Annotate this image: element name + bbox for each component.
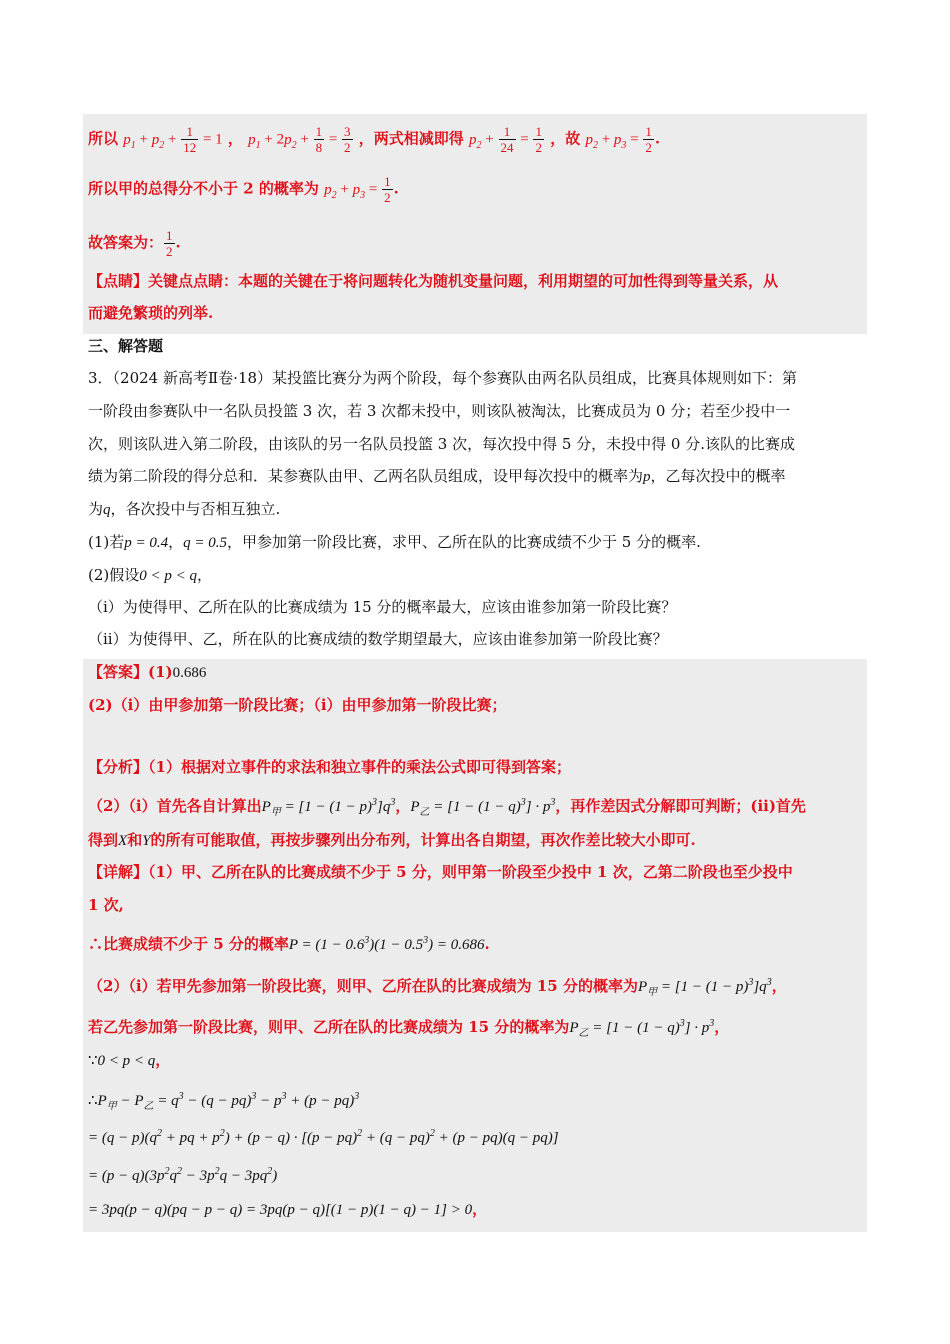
analysis-line-2: （2）（i）首先各自计算出$P_甲 = [1 - (1 - p)^3]q^3$，$P_乙 = [1 - (1 - q)^3] \cdot p^3$，再作差因式分解即可判断；(ii)首先 xyxy=(88,797,806,818)
section-heading: 三、解答题 xyxy=(88,337,164,355)
derivation-line-1: $\therefore P_甲 - P_乙 = q^3 - (q - pq)^3 - p^3 + (p - pq)^3$ xyxy=(88,1091,360,1112)
fraction: $\frac{1}{8}$ xyxy=(315,124,323,155)
fraction: $\frac{1}{12}$ xyxy=(183,124,197,155)
question-part-2-ii: （ii）为使得甲、乙，所在队的比赛成绩的数学期望最大，应该由谁参加第一阶段比赛？ xyxy=(88,630,668,648)
answer-line: 故答案为： $\frac{1}{2}$ . xyxy=(88,228,181,259)
derivation-line-3: = $(p - q)(3p^2q^2 - 3p^2q - 3pq^2)$ xyxy=(88,1166,278,1184)
solution-line-2: 所以甲的总得分不小于 2 的概率为 $p_2 + p_3$ = $\frac{1}{2}$ . xyxy=(88,174,399,205)
detail-line-2: 1 次, xyxy=(88,896,124,914)
key-point-line-2: 而避免繁琐的列举. xyxy=(88,304,214,322)
question-part-2: (2)假设0 < p < q， xyxy=(88,566,213,584)
fraction: $\frac{1}{2}$ xyxy=(535,124,542,155)
detail-line-5: 若乙先参加第一阶段比赛，则甲、乙所在队的比赛成绩为 15 分的概率为$P_乙 = [1 - (1 - q)^3] \cdot p^3$， xyxy=(88,1018,730,1039)
solution-line-1: 所以 $p_1 + p_2$ + $\frac{1}{12}$ = 1 ， $p_1 + 2p_2$ + $\frac{1}{8}$ = $\frac{3}{2}$ ，两式相减即得 $p_2$ + $\frac{1}{24}$ = $\frac{1}{2}$ ，故 $p_2 + p_3$ = $\frac{1}{2}$ . xyxy=(88,124,661,155)
key-point-line-1: 【点睛】关键点点睛：本题的关键在于将问题转化为随机变量问题，利用期望的可加性得到等量关系，从 xyxy=(88,272,779,290)
detail-line-6: ∵0 < p < q， xyxy=(88,1051,171,1069)
fraction: $\frac{3}{2}$ xyxy=(344,124,351,155)
derivation-line-2: = $(q - p)(q^2$ + pq + $p^2) + (p - q) \cdot [(p - pq)^2 + (q - pq)^2 + (p - pq)(q - pq)]$ xyxy=(88,1128,559,1146)
question-text-3: 次，则该队进入第二阶段，由该队的另一名队员投篮 3 次，每次投中得 5 分，未投中得 0 分.该队的比赛成 xyxy=(88,435,796,453)
fraction: $\frac{1}{2}$ xyxy=(166,228,173,259)
question-part-1: (1)若p = 0.4，q = 0.5，甲参加第一阶段比赛，求甲、乙所在队的比赛成绩不少于 5 分的概率. xyxy=(88,533,701,551)
fraction: $\frac{1}{2}$ xyxy=(645,124,652,155)
derivation-line-4: = 3pq(p − q)(pq − p − q) = 3pq(p − q)[(1 − p)(1 − q) − 1] > 0， xyxy=(88,1200,488,1218)
question-text-5: 为q，各次投中与否相互独立. xyxy=(88,500,281,518)
fraction: $\frac{1}{2}$ xyxy=(384,174,391,205)
question-text-2: 一阶段由参赛队中一名队员投篮 3 次，若 3 次都未投中，则该队被淘汰，比赛成员为 0 分；若至少投中一 xyxy=(88,402,791,420)
question-part-2-i: （i）为使得甲、乙所在队的比赛成绩为 15 分的概率最大，应该由谁参加第一阶段比赛？ xyxy=(88,598,677,616)
analysis-line-3: 得到X和Y的所有可能取值，再按步骤列出分布列，计算出各自期望，再次作差比较大小即可. xyxy=(88,831,696,849)
question-text-1: 3．（2024 新高考Ⅱ卷·18）某投篮比赛分为两个阶段，每个参赛队由两名队员组成，比赛具体规则如下：第 xyxy=(88,369,798,387)
question-text-4: 绩为第二阶段的得分总和．某参赛队由甲、乙两名队员组成，设甲每次投中的概率为p，乙每次投中的概率 xyxy=(88,467,786,485)
detail-line-4: （2）（i）若甲先参加第一阶段比赛，则甲、乙所在队的比赛成绩为 15 分的概率为$P_甲 = [1 - (1 - p)^3]q^3$， xyxy=(88,977,787,998)
detail-line-3: ∴比赛成绩不少于 5 分的概率$P = (1 - 0.6^3)(1 - 0.5^3) = 0.686$. xyxy=(88,935,490,953)
answer-part-1: 【答案】(1)0.686 xyxy=(88,663,207,681)
detail-line-1: 【详解】（1）甲、乙所在队的比赛成绩不少于 5 分，则甲第一阶段至少投中 1 次，乙第二阶段也至少投中 xyxy=(88,863,793,881)
fraction: $\frac{1}{24}$ xyxy=(500,124,514,155)
analysis-line-1: 【分析】（1）根据对立事件的求法和独立事件的乘法公式即可得到答案； xyxy=(88,758,571,776)
answer-part-2: (2)（i）由甲参加第一阶段比赛；（i）由甲参加第一阶段比赛； xyxy=(88,696,507,714)
